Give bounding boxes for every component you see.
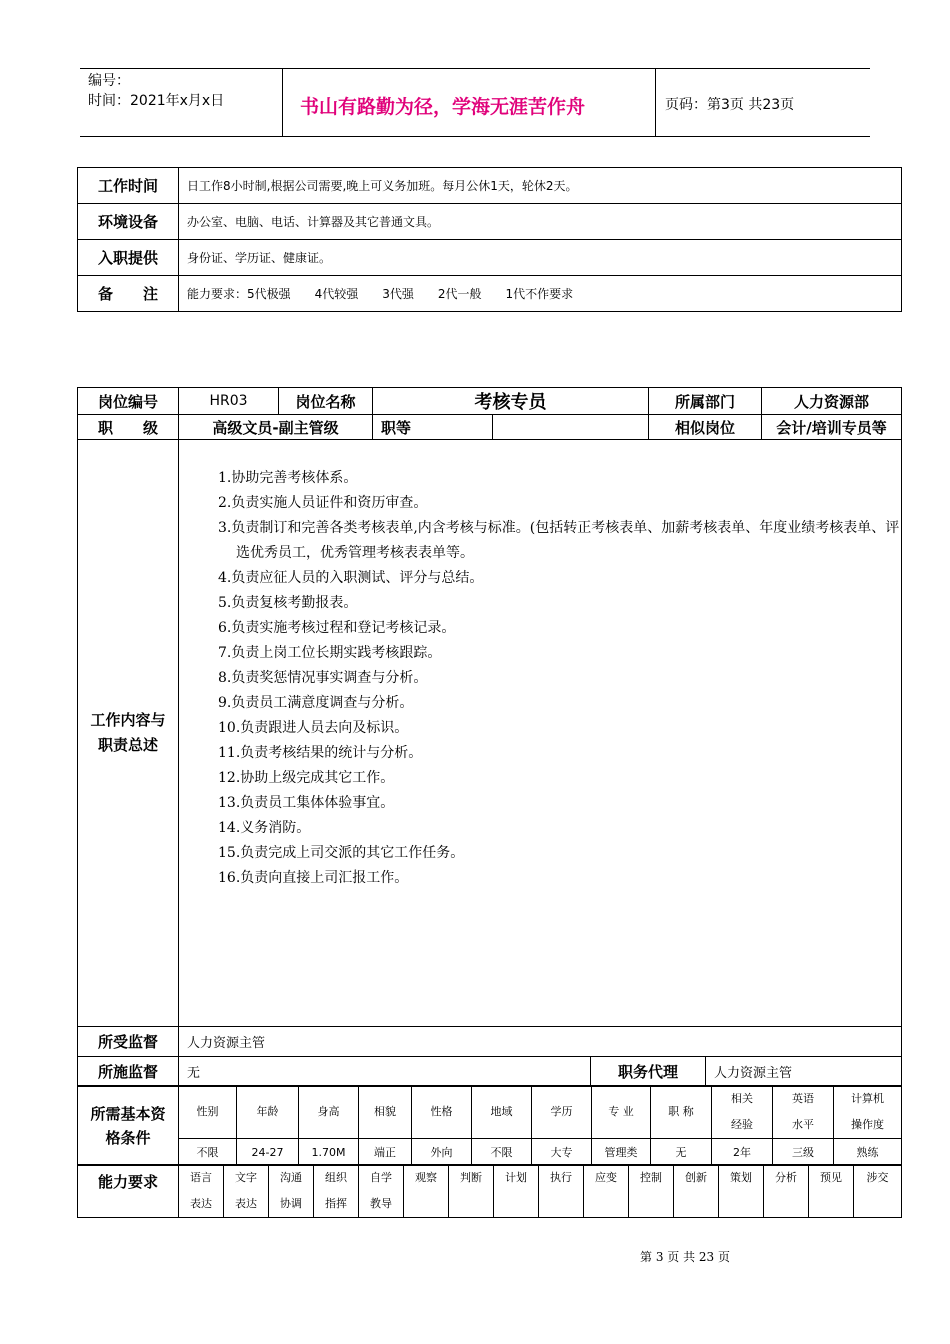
list-item: 7.负责上岗工位长期实践考核跟踪。 (218, 645, 442, 661)
post-number-label: 岗位编号 (78, 388, 179, 415)
qual-value: 管理类 (592, 1139, 651, 1166)
ability-item: 观察 (404, 1165, 449, 1218)
table-row (78, 1086, 902, 1139)
supervised-by-label: 所受监督 (78, 1027, 179, 1057)
job-conditions-table (77, 167, 902, 312)
qual-value: 熟练 (834, 1139, 902, 1166)
deputy-label: 职务代理 (591, 1057, 706, 1087)
supervises-value: 无 (179, 1057, 591, 1087)
table-row (78, 168, 902, 204)
ability-item: 控制 (629, 1165, 674, 1218)
motto: 书山有路勤为径，学海无涯苦作舟 (300, 96, 586, 118)
ability-item: 策划 (719, 1165, 764, 1218)
supervises-label: 所施监督 (78, 1057, 179, 1087)
table-row (78, 204, 902, 240)
post-number-value: HR03 (179, 388, 279, 415)
list-item: 9.负责员工满意度调查与分析。 (218, 695, 414, 711)
list-item: 4.负责应征人员的入职测试、评分与总结。 (218, 570, 484, 586)
qual-header: 英语水平 (773, 1086, 834, 1139)
onboarding-value: 身份证、学历证、健康证。 (179, 240, 902, 276)
supervised-by-value: 人力资源主管 (179, 1027, 902, 1057)
list-item: 13.负责员工集体体验事宜。 (218, 795, 395, 811)
environment-value: 办公室、电脑、电话、计算器及其它普通文具。 (179, 204, 902, 240)
post-name-label: 岗位名称 (279, 388, 373, 415)
qual-value: 不限 (472, 1139, 532, 1166)
department-label: 所属部门 (649, 388, 762, 415)
ability-item: 应变 (584, 1165, 629, 1218)
table-row (78, 1057, 902, 1087)
list-item: 14.义务消防。 (218, 820, 311, 836)
qual-header: 学历 (532, 1086, 592, 1139)
table-row (78, 415, 902, 440)
table-row (78, 388, 902, 415)
list-item: 2.负责实施人员证件和资历审查。 (218, 495, 428, 511)
list-item: 1.协助完善考核体系。 (218, 470, 358, 486)
list-item: 15.负责完成上司交派的其它工作任务。 (218, 845, 465, 861)
qual-header: 专 业 (592, 1086, 651, 1139)
qual-value: 1.70M (299, 1139, 359, 1166)
table-row (78, 1139, 902, 1166)
header-divider (655, 68, 656, 136)
list-item: 6.负责实施考核过程和登记考核记录。 (218, 620, 456, 636)
abilities-label: 能力要求 (78, 1165, 179, 1218)
environment-label: 环境设备 (78, 204, 179, 240)
qual-value: 三级 (773, 1139, 834, 1166)
onboarding-label: 入职提供 (78, 240, 179, 276)
qual-value: 大专 (532, 1139, 592, 1166)
qual-header: 计算机操作度 (834, 1086, 902, 1139)
list-item: 12.协助上级完成其它工作。 (218, 770, 395, 786)
list-item: 10.负责跟进人员去向及标识。 (218, 720, 409, 736)
table-row (78, 1027, 902, 1057)
header-bottom-rule (80, 136, 870, 137)
list-item: 8.负责奖惩情况事实调查与分析。 (218, 670, 428, 686)
qual-value: 24-27 (237, 1139, 299, 1166)
list-item: 3.负责制订和完善各类考核表单,内含考核与标准。(包括转正考核表单、加薪考核表单、年度业绩考核表单、评选优秀员工，优秀管理考核表表单等。 (218, 520, 900, 561)
qual-value: 2年 (712, 1139, 773, 1166)
qual-value: 无 (651, 1139, 712, 1166)
qual-header: 年龄 (237, 1086, 299, 1139)
ability-item: 自学教导 (359, 1165, 404, 1218)
qualifications-table (77, 1085, 902, 1166)
work-time-label: 工作时间 (78, 168, 179, 204)
qual-value: 外向 (412, 1139, 472, 1166)
job-level-value: 高级文员-副主管级 (179, 415, 373, 440)
ability-item: 创新 (674, 1165, 719, 1218)
list-item: 11.负责考核结果的统计与分析。 (218, 745, 423, 761)
remarks-value: 能力要求：5代极强 4代较强 3代强 2代一般 1代不作要求 (179, 276, 902, 312)
qual-header: 相关经验 (712, 1086, 773, 1139)
work-time-value: 日工作8小时制,根据公司需要,晚上可义务加班。每月公休1天，轮休2天。 (179, 168, 902, 204)
document-number-label: 编号： (88, 73, 130, 89)
table-row (78, 276, 902, 312)
list-item: 16.负责向直接上司汇报工作。 (218, 870, 409, 886)
job-level-label: 职 级 (78, 415, 179, 440)
similar-post-value: 会计/培训专员等 (762, 415, 902, 440)
similar-post-label: 相似岗位 (649, 415, 762, 440)
qual-header: 身高 (299, 1086, 359, 1139)
duties-label: 工作内容与职责总述 (78, 440, 179, 1027)
page-indicator: 页码：第3页 共23页 (665, 97, 795, 113)
qual-header: 性别 (179, 1086, 237, 1139)
remarks-label: 备 注 (78, 276, 179, 312)
ability-item: 判断 (449, 1165, 494, 1218)
grade-label: 职等 (373, 415, 493, 440)
table-row (78, 240, 902, 276)
ability-item: 执行 (539, 1165, 584, 1218)
qual-value: 不限 (179, 1139, 237, 1166)
ability-item: 涉交 (854, 1165, 902, 1218)
qualifications-label: 所需基本资格条件 (78, 1086, 179, 1166)
ability-item: 语言表达 (179, 1165, 224, 1218)
duties-list (218, 466, 908, 891)
page-footer: 第 3 页 共 23 页 (640, 1250, 730, 1264)
ability-item: 沟通协调 (269, 1165, 314, 1218)
abilities-table (77, 1164, 902, 1218)
ability-item: 文字表达 (224, 1165, 269, 1218)
table-row (78, 1165, 902, 1218)
qual-header: 相貌 (359, 1086, 412, 1139)
header-top-rule (80, 68, 870, 69)
qual-header: 职 称 (651, 1086, 712, 1139)
ability-item: 组织指挥 (314, 1165, 359, 1218)
qual-value: 端正 (359, 1139, 412, 1166)
qual-header: 性格 (412, 1086, 472, 1139)
qual-header: 地域 (472, 1086, 532, 1139)
department-value: 人力资源部 (762, 388, 902, 415)
ability-item: 分析 (764, 1165, 809, 1218)
ability-item: 计划 (494, 1165, 539, 1218)
post-name-value: 考核专员 (373, 388, 649, 415)
ability-item: 预见 (809, 1165, 854, 1218)
deputy-value: 人力资源主管 (706, 1057, 902, 1087)
list-item: 5.负责复核考勤报表。 (218, 595, 358, 611)
document-time-label: 时间：2021年x月x日 (88, 93, 225, 109)
grade-value (493, 415, 649, 440)
header-divider (282, 68, 283, 136)
